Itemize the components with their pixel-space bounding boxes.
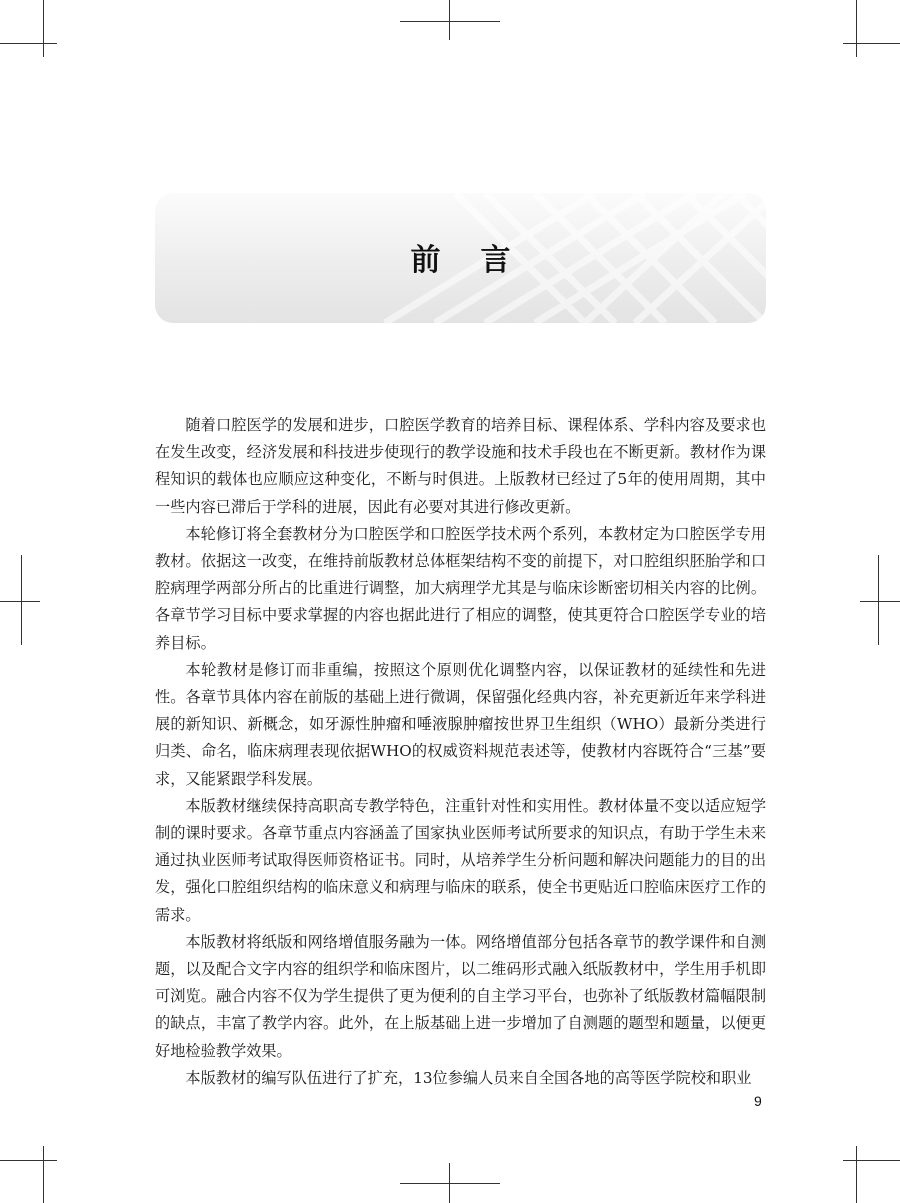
- crop-mark: [449, 0, 450, 40]
- preface-body: [155, 412, 766, 1092]
- crop-mark: [843, 43, 900, 44]
- crop-mark: [856, 1146, 857, 1203]
- crop-mark: [400, 1183, 500, 1184]
- crop-mark: [0, 1160, 57, 1161]
- title-banner: [155, 193, 766, 323]
- paragraph: 本版教材继续保持高职高专教学特色，注重针对性和实用性。教材体量不变以适应短学制的课时要求。各章节重点内容涵盖了国家执业医师考试所要求的知识点，有助于学生未来通过执业医师考试取得医师资格证书。同时，从培养学生分析问题和解决问题能力的目的出发，强化口腔组织结构的临床意义和病理与临床的联系，使全书更贴近口腔临床医疗工作的需求。: [155, 796, 766, 924]
- crop-mark: [878, 555, 879, 645]
- crop-mark: [400, 21, 500, 22]
- crop-mark: [43, 0, 44, 57]
- paragraph: 本版教材的编写队伍进行了扩充，13位参编人员来自全国各地的高等医学院校和职业: [185, 1068, 752, 1087]
- crop-mark: [21, 555, 22, 645]
- crop-mark: [0, 43, 57, 44]
- crop-mark: [856, 0, 857, 57]
- page-title: 前言: [410, 243, 551, 278]
- crop-mark: [43, 1146, 44, 1203]
- crop-mark: [0, 601, 40, 602]
- paragraph: 随着口腔医学的发展和进步，口腔医学教育的培养目标、课程体系、学科内容及要求也在发生改变，经济发展和科技进步使现行的教学设施和技术手段也在不断更新。教材作为课程知识的载体也应顺应这种变化，不断与时俱进。上版教材已经过了5年的使用周期，其中一些内容已滞后于学科的进展，因此有必要对其进行修改更新。: [155, 416, 766, 516]
- crop-mark: [860, 601, 900, 602]
- crop-mark: [843, 1160, 900, 1161]
- paragraph: 本轮教材是修订而非重编，按照这个原则优化调整内容，以保证教材的延续性和先进性。各章节具体内容在前版的基础上进行微调，保留强化经典内容，补充更新近年来学科进展的新知识、新概念，如牙源性肿瘤和唾液腺肿瘤按世界卫生组织（WHO）最新分类进行归类、命名，临床病理表现依据WHO的权威资料规范表述等，使教材内容既符合“三基”要求，又能紧跟学科发展。: [155, 660, 766, 788]
- paragraph: 本版教材将纸版和网络增值服务融为一体。网络增值部分包括各章节的教学课件和自测题，以及配合文字内容的组织学和临床图片，以二维码形式融入纸版教材中，学生用手机即可浏览。融合内容不仅为学生提供了更为便利的自主学习平台，也弥补了纸版教材篇幅限制的缺点，丰富了教学内容。此外，在上版基础上进一步增加了自测题的题型和题量，以便更好地检验教学效果。: [155, 932, 766, 1060]
- page-number: 9: [754, 1093, 762, 1109]
- paragraph: 本轮修订将全套教材分为口腔医学和口腔医学技术两个系列，本教材定为口腔医学专用教材。依据这一改变，在维持前版教材总体框架结构不变的前提下，对口腔组织胚胎学和口腔病理学两部分所占的比重进行调整，加大病理学尤其是与临床诊断密切相关内容的比例。各章节学习目标中要求掌握的内容也据此进行了相应的调整，使其更符合口腔医学专业的培养目标。: [155, 524, 766, 652]
